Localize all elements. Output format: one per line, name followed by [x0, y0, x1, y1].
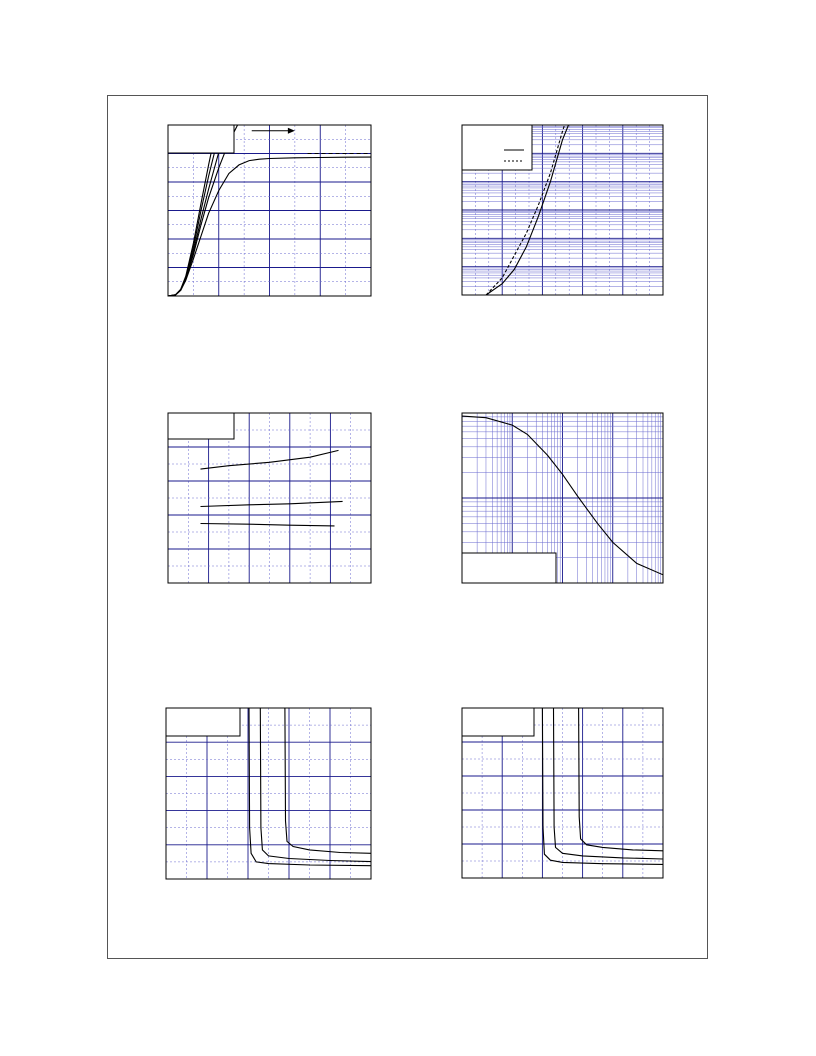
chart-6-legend-box	[462, 708, 534, 736]
chart-2-svg	[462, 125, 663, 295]
chart-1	[168, 125, 371, 296]
chart-2	[462, 125, 663, 295]
chart-4-legend-box	[462, 553, 556, 583]
chart-6-legend	[462, 708, 534, 736]
chart-5-series-c3	[285, 708, 371, 853]
chart-1-legend	[168, 125, 234, 153]
chart-3-legend	[168, 413, 234, 439]
chart-6-series-c3	[579, 708, 663, 851]
chart-3-legend-box	[168, 413, 234, 439]
chart-3-series-low	[201, 524, 335, 526]
chart-3-series-mid	[201, 501, 343, 506]
chart-6-svg	[462, 708, 663, 878]
chart-5	[166, 708, 371, 879]
chart-5-series-c1	[249, 708, 371, 866]
chart-3	[168, 413, 371, 583]
chart-1-arrow-head	[288, 128, 295, 134]
chart-5-legend-box	[166, 708, 240, 736]
chart-4	[462, 413, 663, 583]
chart-1-legend-box	[168, 125, 234, 153]
chart-5-legend	[166, 708, 240, 736]
chart-6	[462, 708, 663, 878]
chart-5-svg	[166, 708, 371, 879]
chart-4-legend	[462, 553, 556, 583]
chart-6-series-c2	[554, 708, 664, 859]
chart-4-svg	[462, 413, 663, 583]
chart-2-legend	[462, 125, 532, 170]
chart-1-svg	[168, 125, 371, 296]
chart-3-svg	[168, 413, 371, 583]
chart-5-series-c2	[260, 708, 371, 862]
chart-2-legend-box	[462, 125, 532, 170]
